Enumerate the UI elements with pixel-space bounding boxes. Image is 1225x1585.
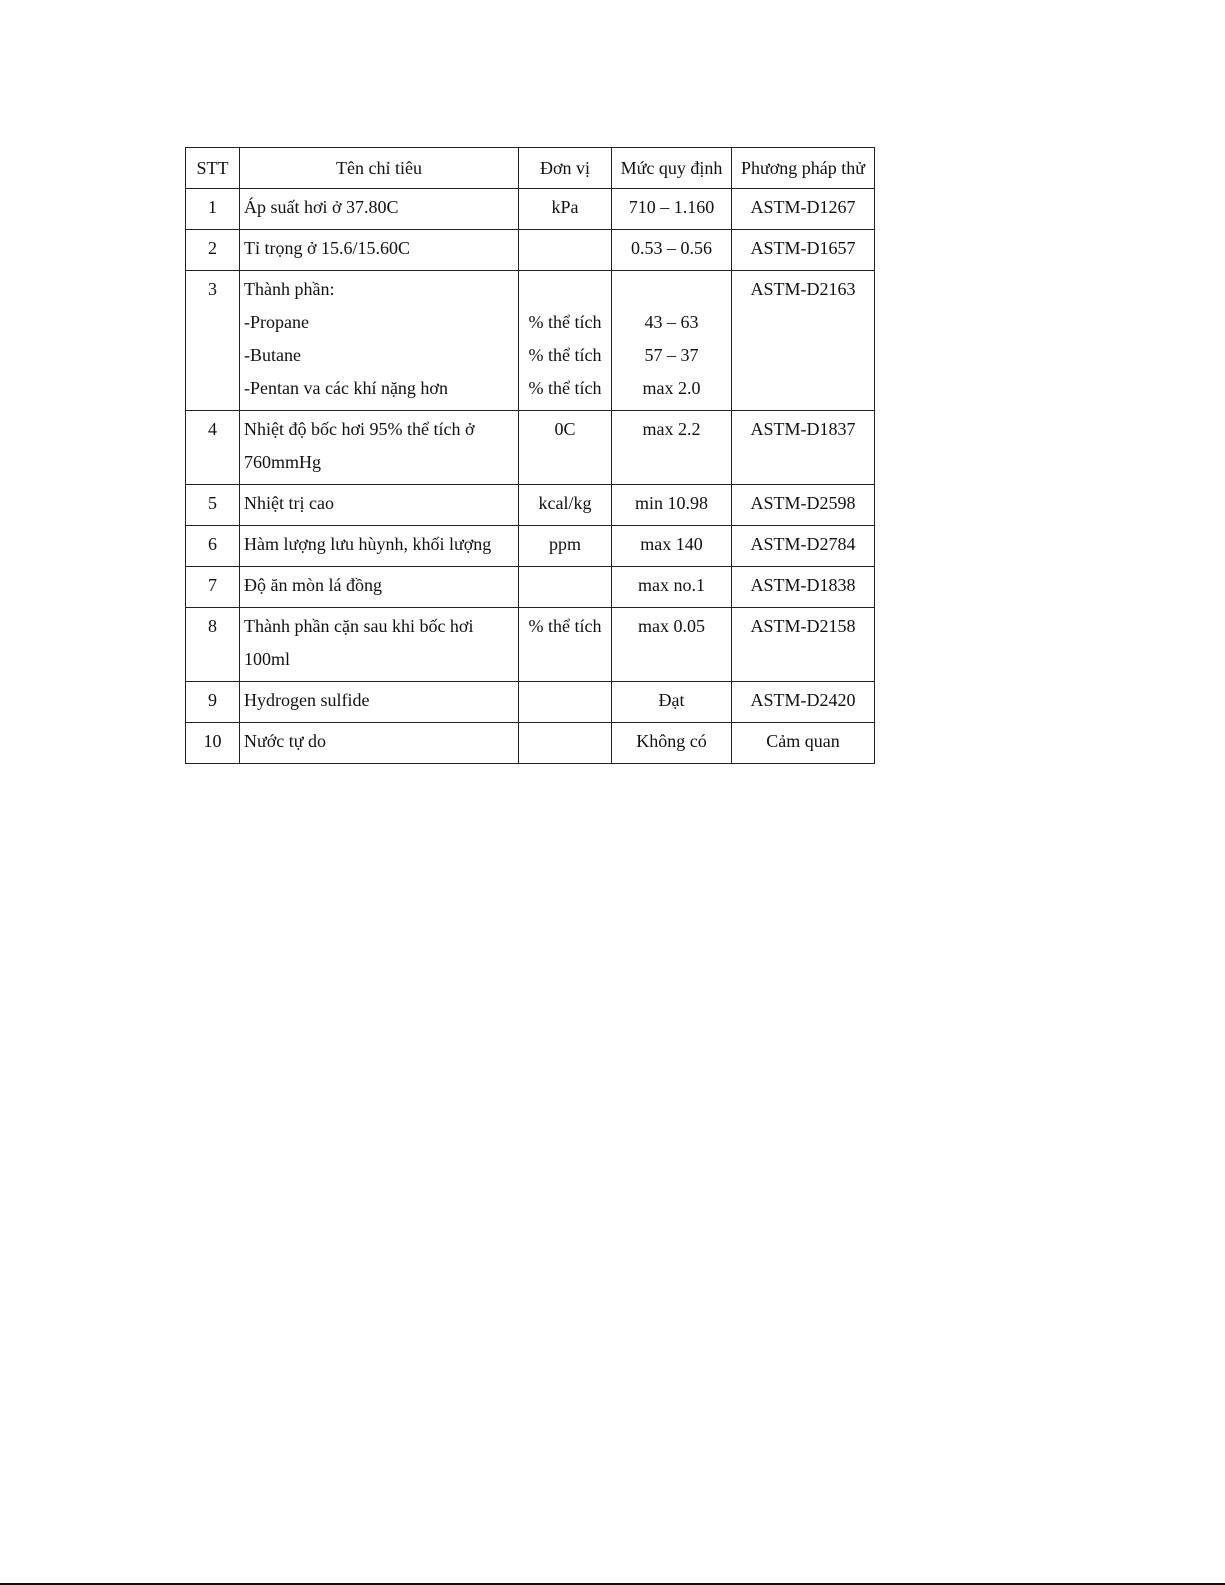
cell-name [240,682,519,723]
cell-unit [519,485,612,526]
cell-name [240,526,519,567]
cell-name-line: Thành phần cặn sau khi bốc hơi [244,616,474,636]
cell-stt: 6 [186,526,240,567]
cell-level [612,567,732,608]
cell-name [240,271,519,411]
cell-name [240,411,519,485]
cell-unit [519,567,612,608]
cell-unit [519,271,612,411]
cell-name [240,230,519,271]
cell-level-line: Không có [636,731,707,751]
cell-method: ASTM-D1267 [732,189,875,230]
table-row [186,567,875,608]
cell-level [612,485,732,526]
cell-level-line: 0.53 – 0.56 [631,238,712,258]
header-method: Phương pháp thử [732,148,875,189]
cell-name-line: -Propane [244,312,309,332]
cell-stt: 2 [186,230,240,271]
cell-level-line: 710 – 1.160 [628,197,715,217]
cell-stt: 8 [186,608,240,682]
cell-name-line: -Pentan va các khí nặng hơn [244,378,448,398]
table-row [186,485,875,526]
cell-method: ASTM-D2420 [732,682,875,723]
cell-unit [519,230,612,271]
cell-level [612,723,732,764]
cell-method: ASTM-D2158 [732,608,875,682]
cell-level [612,189,732,230]
cell-method: ASTM-D2163 [732,271,875,411]
cell-level [612,608,732,682]
specification-table [185,147,875,764]
table-row [186,723,875,764]
table-row [186,682,875,723]
cell-level [612,411,732,485]
cell-level-line: max no.1 [638,575,705,595]
cell-unit-line [523,273,607,306]
cell-name-line: 100ml [244,649,291,669]
cell-name-line: Nhiệt độ bốc hơi 95% thể tích ở [244,419,475,439]
cell-level [612,682,732,723]
cell-name-line: Độ ăn mòn lá đồng [244,575,382,595]
cell-level-line [616,273,727,306]
cell-name [240,189,519,230]
cell-name-line: Áp suất hơi ở 37.80C [244,197,399,217]
cell-unit-line: % thể tích [528,378,602,398]
cell-unit-line: kPa [551,197,579,217]
cell-stt: 1 [186,189,240,230]
table-header-row [186,148,875,189]
cell-unit [519,608,612,682]
cell-name-line: Hydrogen sulfide [244,690,370,710]
cell-stt: 9 [186,682,240,723]
cell-method: ASTM-D1838 [732,567,875,608]
cell-method: Cảm quan [732,723,875,764]
cell-stt: 10 [186,723,240,764]
cell-level-line: max 0.05 [638,616,705,636]
table-row [186,411,875,485]
cell-method: ASTM-D2598 [732,485,875,526]
cell-name-line: 760mmHg [244,452,322,472]
table-row [186,230,875,271]
header-name: Tên chỉ tiêu [240,148,519,189]
table-row [186,608,875,682]
cell-unit [519,723,612,764]
table-row [186,526,875,567]
cell-method: ASTM-D2784 [732,526,875,567]
cell-unit [519,682,612,723]
header-unit: Đơn vị [519,148,612,189]
cell-level [612,230,732,271]
cell-unit-line [523,725,607,758]
cell-level-line: min 10.98 [634,493,708,513]
cell-name [240,485,519,526]
cell-name [240,723,519,764]
cell-unit [519,411,612,485]
cell-name-line: Hàm lượng lưu hùynh, khối lượng [244,534,492,554]
header-stt: STT [186,148,240,189]
cell-name-line: Nhiệt trị cao [244,493,334,513]
table-row [186,189,875,230]
cell-stt: 4 [186,411,240,485]
cell-name [240,608,519,682]
cell-level-line: Đạt [658,690,685,710]
cell-level [612,271,732,411]
cell-unit [519,189,612,230]
cell-name [240,567,519,608]
cell-unit-line [523,569,607,602]
cell-method: ASTM-D1837 [732,411,875,485]
cell-method: ASTM-D1657 [732,230,875,271]
cell-name-line: Tỉ trọng ở 15.6/15.60C [244,238,411,258]
table-body [186,189,875,764]
cell-unit-line: 0C [554,419,576,439]
cell-unit [519,526,612,567]
cell-unit-line [523,232,607,265]
cell-unit-line: % thể tích [528,345,602,365]
cell-stt: 7 [186,567,240,608]
cell-unit-line: ppm [548,534,581,554]
cell-unit-line: % thể tích [528,312,602,332]
cell-unit-line: kcal/kg [538,493,592,513]
header-level: Mức quy định [612,148,732,189]
cell-level-line: 57 – 37 [644,345,699,365]
cell-stt: 3 [186,271,240,411]
cell-level-line: max 2.0 [642,378,701,398]
cell-unit-line: % thể tích [528,616,602,636]
cell-level-line: max 2.2 [642,419,701,439]
cell-unit-line [523,684,607,717]
cell-name-line: Nước tự do [244,731,327,751]
cell-level [612,526,732,567]
cell-level-line: 43 – 63 [644,312,699,332]
cell-stt: 5 [186,485,240,526]
cell-level-line: max 140 [640,534,703,554]
table-row [186,271,875,411]
cell-name-line: -Butane [244,345,301,365]
cell-name-line: Thành phần: [244,279,335,299]
